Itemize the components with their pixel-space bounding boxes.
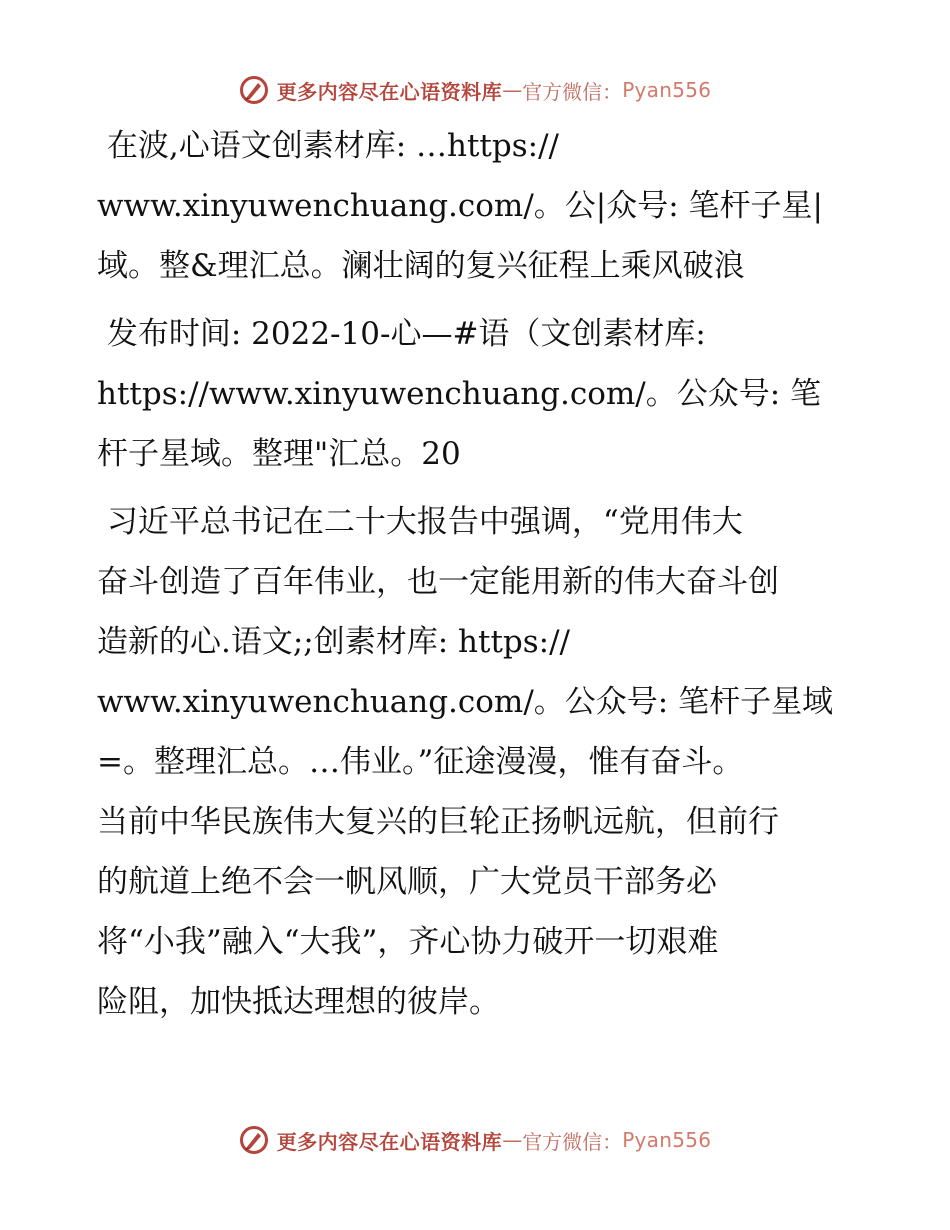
pen-circle-logo-icon [239, 1125, 269, 1155]
footer-banner [0, 1120, 950, 1160]
document-body [97, 116, 857, 1040]
footer-separator: — [502, 1128, 523, 1152]
header-wechat-id: Pyan556 [622, 78, 712, 102]
header-brand-text: 更多内容尽在心语资料库 [276, 79, 503, 104]
header-separator: — [502, 78, 523, 102]
paragraph-3: 习近平总书记在二十大报告中强调，“党用伟大 奋斗创造了百年伟业，也一定能用新的伟大奋斗创 造新的心.语文;;创素材库: https:// www.xinyuwenchuang.com/。公众号: 笔杆子星域 =。整理汇总。…伟业。”征途漫漫，惟有奋斗。 当前中华民族伟大复兴的巨轮正扬帆远航，但前行 的航道上绝不会一帆风顺，广大党员干部务必 将“小我”融入“大我”，齐心协力破开一切艰难 险阻，加快抵达理想的彼岸。 [97, 504, 834, 1020]
footer-wechat-label: 官方微信： [522, 1129, 623, 1154]
header-wechat-label: 官方微信： [522, 79, 623, 104]
footer-wechat-id: Pyan556 [622, 1128, 712, 1152]
paragraph-2: 发布时间: 2022-10-心—#语（文创素材库: https://www.xinyuwenchuang.com/。公众号: 笔 杆子星域。整理"汇总。20 [97, 316, 822, 472]
footer-brand-text: 更多内容尽在心语资料库 [276, 1129, 503, 1154]
paragraph-1: 在波,心语文创素材库: …https:// www.xinyuwenchuang.com/。公|众号: 笔杆子星| 域。整&理汇总。澜壮阔的复兴征程上乘风破浪 [97, 128, 823, 284]
pen-circle-logo-icon [239, 75, 269, 105]
header-banner [0, 70, 950, 110]
